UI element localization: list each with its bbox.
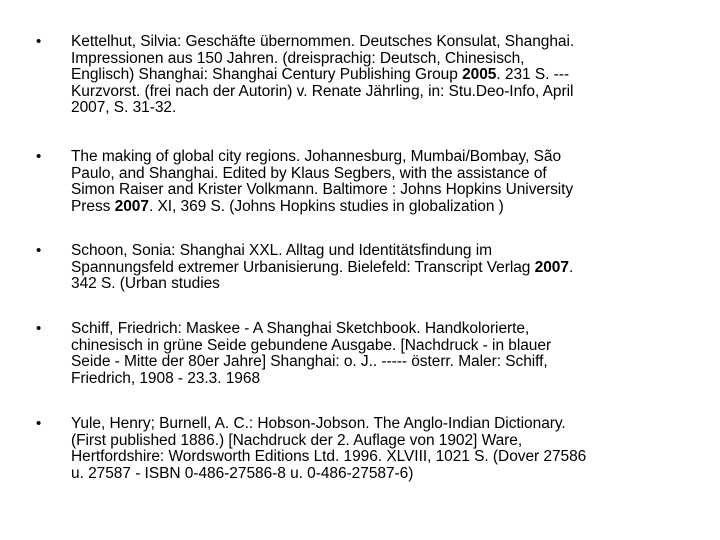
text-run: Englisch) Shanghai: Shanghai Century Publishing Group bbox=[71, 66, 463, 84]
publication-year: 2007 bbox=[534, 258, 569, 276]
entry-line bbox=[71, 354, 693, 371]
text-run: . 231 S. --- bbox=[496, 66, 569, 84]
entry-line bbox=[71, 84, 693, 101]
entry-line bbox=[71, 371, 693, 388]
entry-line bbox=[71, 100, 693, 117]
entry-text bbox=[71, 416, 693, 482]
text-run: The making of global city regions. Johannesburg, Mumbai/Bombay, São bbox=[71, 148, 562, 165]
entry-text bbox=[71, 321, 693, 387]
publication-year: 2005 bbox=[462, 66, 497, 84]
text-run: Hertfordshire: Wordsworth Editions Ltd. 1996. XLVIII, 1021 S. (Dover 27586 bbox=[71, 448, 587, 466]
entry-line bbox=[71, 67, 693, 84]
entry-line bbox=[71, 449, 693, 466]
text-run: Spannungsfeld extremer Urbanisierung. Bielefeld: Transcript Verlag bbox=[71, 258, 535, 276]
text-run: Kettelhut, Silvia: Geschäfte übernommen. Deutsches Konsulat, Shanghai. bbox=[71, 33, 575, 50]
text-run: Impressionen aus 150 Jahren. (dreisprachig: Deutsch, Chinesisch, bbox=[71, 49, 525, 67]
text-run: 2007, S. 31-32. bbox=[71, 99, 177, 117]
entry-line bbox=[71, 199, 693, 216]
entry-line bbox=[71, 321, 693, 338]
text-run: Paulo, and Shanghai. Edited by Klaus Segbers, with the assistance of bbox=[71, 164, 547, 182]
entry-text bbox=[71, 34, 693, 117]
entry-line bbox=[71, 34, 693, 51]
entry-line bbox=[71, 182, 693, 199]
bullet-icon: • bbox=[36, 33, 42, 50]
text-run: Friedrich, 1908 - 23.3. 1968 bbox=[71, 369, 261, 387]
entry-line bbox=[71, 260, 693, 277]
entry-line bbox=[71, 466, 693, 483]
text-run: Schoon, Sonia: Shanghai XXL. Alltag und Identitätsfindung im bbox=[71, 242, 492, 259]
text-run: chinesisch in grüne Seide gebundene Ausgabe. [Nachdruck - in blauer bbox=[71, 336, 552, 354]
entry-text bbox=[71, 149, 693, 215]
text-run: Press bbox=[71, 197, 115, 215]
publication-year: 2007 bbox=[114, 197, 149, 215]
bullet-icon: • bbox=[36, 320, 42, 337]
entry-line bbox=[71, 243, 693, 260]
entry-line bbox=[71, 433, 693, 450]
text-run: . bbox=[568, 258, 574, 276]
text-run: Yule, Henry; Burnell, A. C.: Hobson-Jobson. The Anglo-Indian Dictionary. bbox=[71, 415, 566, 432]
text-run: 342 S. (Urban studies bbox=[71, 275, 220, 293]
text-run: (First published 1886.) [Nachdruck der 2. Auflage von 1902] Ware, bbox=[71, 431, 523, 449]
text-run: Simon Raiser and Krister Volkmann. Baltimore : Johns Hopkins University bbox=[71, 181, 574, 199]
text-run: Kurzvorst. (frei nach der Autorin) v. Renate Jährling, in: Stu.Deo-Info, April bbox=[71, 82, 574, 100]
text-run: . XI, 369 S. (Johns Hopkins studies in globalization ) bbox=[148, 197, 504, 215]
entry-line bbox=[71, 149, 693, 166]
bullet-icon: • bbox=[36, 148, 42, 165]
entry-line bbox=[71, 166, 693, 183]
entry-line bbox=[71, 416, 693, 433]
bullet-icon: • bbox=[36, 242, 42, 259]
entry-text bbox=[71, 243, 693, 293]
text-run: Seide - Mitte der 80er Jahre] Shanghai: o. J.. ----- österr. Maler: Schiff, bbox=[71, 353, 548, 371]
bullet-icon: • bbox=[36, 415, 42, 432]
text-run: Schiff, Friedrich: Maskee - A Shanghai Sketchbook. Handkolorierte, bbox=[71, 320, 530, 337]
entry-line bbox=[71, 276, 693, 293]
entry-line bbox=[71, 51, 693, 68]
text-run: u. 27587 - ISBN 0-486-27586-8 u. 0-486-27587-6) bbox=[71, 464, 414, 482]
entry-line bbox=[71, 338, 693, 355]
